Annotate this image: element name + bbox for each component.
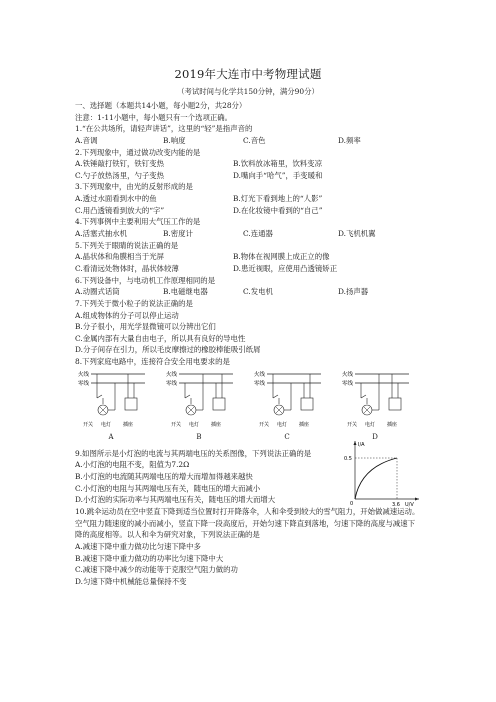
neutral-wire-label: 零线 bbox=[254, 380, 266, 387]
page-title: 2019年大连市中考物理试题 bbox=[174, 67, 322, 81]
lamp-label: 电灯 bbox=[101, 421, 112, 428]
circuit-b-label: B bbox=[196, 432, 202, 441]
question-5-stem: 5.下列关于眼睛的说法正确的是 bbox=[75, 240, 179, 250]
lamp-label: 电灯 bbox=[277, 421, 288, 428]
option-a: A.减速下降中重力做功比匀速下降中多 bbox=[75, 541, 201, 551]
option-b: B.小灯泡的电流随其两端电压的增大而增加得越来越快 bbox=[75, 472, 253, 482]
option-b: B.物体在视网膜上成正立的像 bbox=[233, 252, 330, 262]
neutral-wire-label: 零线 bbox=[166, 380, 178, 387]
option-c: C.连通器 bbox=[243, 229, 273, 239]
x-tick-label: 3.6 bbox=[392, 502, 400, 508]
socket-label: 插座 bbox=[211, 421, 222, 428]
question-5-options-cd bbox=[75, 263, 421, 275]
circuit-b bbox=[163, 368, 235, 441]
origin-label: 0 bbox=[350, 501, 354, 508]
question-6-stem: 6.下列设备中，与电动机工作原理相同的是 bbox=[75, 275, 216, 285]
socket-label: 插座 bbox=[299, 421, 310, 428]
iu-graph bbox=[343, 437, 423, 507]
live-wire-label: 火线 bbox=[342, 371, 354, 378]
socket-label: 插座 bbox=[387, 421, 398, 428]
switch-label: 开关 bbox=[171, 421, 182, 428]
circuit-a-diagram bbox=[75, 368, 147, 430]
question-1-stem: 1.“在公共场所，请轻声讲话”，这里的“轻”是指声音的 bbox=[75, 124, 253, 134]
option-d: D.嘴向手“哈气”，手变暖和 bbox=[233, 170, 323, 180]
option-c: C.发电机 bbox=[243, 287, 273, 297]
option-b: B.减速下降中重力做功的功率比匀速下降中大 bbox=[75, 553, 224, 563]
question-2-options-cd bbox=[75, 170, 421, 182]
switch-label: 开关 bbox=[83, 421, 94, 428]
question-1-options bbox=[75, 135, 421, 147]
option-c: C.用凸透镜看到放大的“字” bbox=[75, 205, 165, 215]
option-d: D.飞机机翼 bbox=[338, 229, 376, 239]
option-a: A.铁锤敲打铁钉，铁钉变热 bbox=[75, 159, 164, 169]
option-b: B.灯光下看到地上的“人影” bbox=[233, 194, 323, 204]
circuit-c-diagram bbox=[251, 368, 323, 430]
option-a: A.音调 bbox=[75, 135, 98, 145]
exam-content bbox=[75, 100, 421, 587]
x-axis-unit: U/V bbox=[405, 502, 414, 508]
option-d: D.频率 bbox=[338, 135, 361, 145]
live-wire-label: 火线 bbox=[254, 371, 266, 378]
circuit-d-diagram bbox=[339, 368, 411, 430]
question-2-options-ab bbox=[75, 158, 421, 170]
lamp-label: 电灯 bbox=[365, 421, 376, 428]
question-4-options bbox=[75, 228, 421, 240]
neutral-wire-label: 零线 bbox=[342, 380, 354, 387]
question-7-stem: 7.下列关于微小粒子的说法正确的是 bbox=[75, 298, 193, 308]
option-d: D.分子间存在引力，所以毛皮摩擦过的橡胶棒能吸引纸屑 bbox=[75, 345, 261, 355]
question-8-stem: 8.下列家庭电路中，连接符合安全用电要求的是 bbox=[75, 357, 230, 367]
y-tick-label: 0.5 bbox=[344, 456, 352, 463]
option-a: A.动圈式话筒 bbox=[75, 287, 120, 297]
section-note: 注意：1-11小题中，每小题只有一个选项正确。 bbox=[75, 112, 233, 122]
question-5-options-ab bbox=[75, 251, 421, 263]
socket-label: 插座 bbox=[123, 421, 134, 428]
question-3-options-ab bbox=[75, 193, 421, 205]
question-3-stem: 3.下列现象中，由光的反射形成的是 bbox=[75, 182, 193, 192]
option-d: D.在化妆镜中看到的“自己” bbox=[233, 205, 323, 215]
circuit-a-label: A bbox=[108, 432, 114, 441]
option-b: B.密度计 bbox=[163, 229, 193, 239]
option-a: A.活塞式抽水机 bbox=[75, 229, 128, 239]
circuit-d bbox=[339, 368, 411, 441]
option-d: D.匀速下降中机械能总量保持不变 bbox=[75, 576, 187, 586]
option-b: B.分子很小，用光学显微镜可以分辨出它们 bbox=[75, 322, 216, 332]
live-wire-label: 火线 bbox=[166, 371, 178, 378]
option-a: A.小灯泡的电阻不变，阻值为7.2Ω bbox=[75, 460, 190, 470]
question-3-options-cd bbox=[75, 205, 421, 217]
circuit-figures bbox=[75, 368, 421, 448]
lamp-label: 电灯 bbox=[189, 421, 200, 428]
option-b: B.饮料放冰箱里，饮料变凉 bbox=[233, 159, 323, 169]
option-a: A.晶状体和角膜相当于光屏 bbox=[75, 252, 164, 262]
iu-curve bbox=[355, 458, 397, 499]
option-c: C.看清远处物体时，晶状体较薄 bbox=[75, 263, 179, 273]
option-b: B.电磁继电器 bbox=[163, 287, 208, 297]
option-d: D.小灯泡的实际功率与其两端电压有关，随电压的增大而增大 bbox=[75, 495, 276, 505]
circuit-a bbox=[75, 368, 147, 441]
option-c: C.金属内部有大量自由电子，所以具有良好的导电性 bbox=[75, 333, 246, 343]
option-c: C.音色 bbox=[243, 135, 266, 145]
circuit-c bbox=[251, 368, 323, 441]
y-axis-unit: I/A bbox=[358, 442, 365, 449]
live-wire-label: 火线 bbox=[78, 371, 90, 378]
option-c: C.勺子放热汤里，勺子变热 bbox=[75, 170, 165, 180]
option-d: D.扬声器 bbox=[338, 287, 369, 297]
circuit-d-label: D bbox=[372, 432, 378, 441]
option-d: D.患近视眼，应使用凸透镜矫正 bbox=[233, 263, 338, 273]
option-c: C.减速下降中减少的动能等于克服空气阻力做的功 bbox=[75, 565, 238, 575]
option-b: B.响度 bbox=[163, 135, 186, 145]
question-4-stem: 4.下列事例中主要利用大气压工作的是 bbox=[75, 217, 201, 227]
section-heading: 一、选择题（本题共14小题，每小题2分，共28分） bbox=[75, 101, 247, 110]
question-10-stem: 10.跳伞运动员在空中竖直下降到适当位置时打开降落伞，人和伞受到较大的雪气阻力，开始做减速运动。空气阻力随速度的减小而减小，竖直下降一段高度后，开始匀速下降直到落地，匀速下降的高度与减速下降的高度相等。以人和伞为研究对象，下列说法正确的是 bbox=[75, 506, 420, 540]
neutral-wire-label: 零线 bbox=[78, 380, 90, 387]
switch-label: 开关 bbox=[347, 421, 358, 428]
option-a: A.透过水面看到水中的鱼 bbox=[75, 194, 157, 204]
exam-subtitle: （考试时间与化学共150分钟，满分90分） bbox=[177, 87, 319, 96]
question-2-stem: 2.下列现象中，通过做功改变内能的是 bbox=[75, 147, 201, 157]
question-6-options bbox=[75, 286, 421, 298]
circuit-c-label: C bbox=[284, 432, 290, 441]
switch-label: 开关 bbox=[259, 421, 270, 428]
option-c: C.小灯泡的电阻与其两端电压有关，随电压的增大而减小 bbox=[75, 483, 261, 493]
option-a: A.组成物体的分子可以停止运动 bbox=[75, 310, 179, 320]
circuit-b-diagram bbox=[163, 368, 235, 430]
question-9-stem: 9.如图所示是小灯泡的电流与其两端电压的关系图像，下列说法正确的是 bbox=[75, 448, 312, 458]
